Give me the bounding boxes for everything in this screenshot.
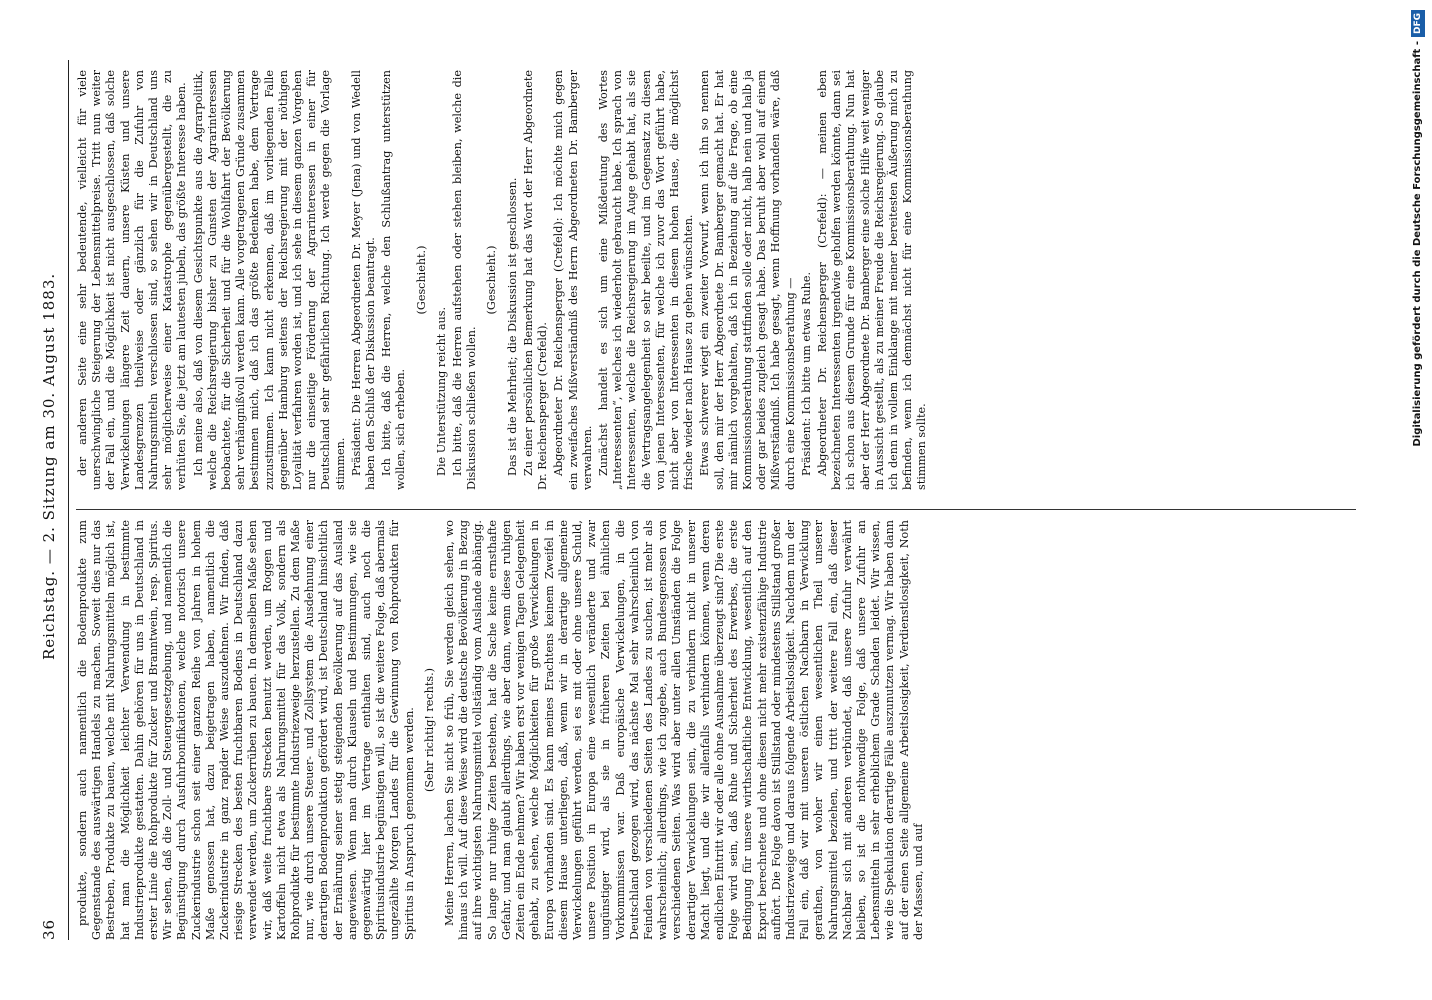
right-column <box>76 70 932 490</box>
paragraph: der anderen Seite eine sehr bedeutende, vielleicht für viele unerschwingliche Steigerung der Lebensmittelpreise. Tritt nun weiter der Fall ein, und die Möglichkeit ist nicht ausgeschlossen, daß solche Verwickelungen längere Zeit dauern, unsere Küsten und unsere Landesgrenzen theilweise oder gänzlich für die Zufuhr von Nahrungsmitteln verschlossen sind, so sehen wir in Deutschland uns sehr möglicherweise einer Katastrophe gegenübergestellt, die zu verhüten Sie, die jetzt am lautesten jubeln, das größte Interesse haben. <box>76 70 189 490</box>
president-statement: Präsident: Ich bitte um etwas Ruhe. <box>799 271 813 476</box>
speaker-statement: Etwas schwerer wiegt ein zweiter Vorwurf, wenn ich ihn so nennen soll, den mir der Herr Abgeordnete Dr. Bamberger gemacht hat. Er hat mir nämlich vorgehalten, daß ich in Beziehung auf die Frage, ob eine Kommissionsberathung stattfinden solle oder nicht, halb nein und halb ja oder gar beides zugleich gesagt habe. Das beruht aber wohl auf einem Mißverständniß. Ich habe gesagt, wenn Hoffnung vorhanden wäre, daß durch eine Kommissionsberathung — <box>698 70 797 490</box>
left-column <box>76 520 928 940</box>
header-rule <box>68 60 69 940</box>
speaker-statement: Abgeordneter Dr. Reichensperger (Crefeld): — meinen eben bezeichneten Interessenten irgendwie geholfen werden könnte, dann sei ich schon aus diesem Grunde für eine Kommissionsberathung. Nun hat aber der Herr Abgeordnete Dr. Bamberger eine solche Hilfe weit weniger in Aussicht gestellt, als zu meiner Freude die Reichsregierung. So glaube ich denn in vollem Einklange mit meiner bereitesten Äußerung mich zu befinden, wenn ich demnächst nicht für eine Kommissionsberathung stimmen sollte. <box>815 70 929 490</box>
dfg-logo: DFG <box>1411 10 1425 37</box>
credit-text: Digitalisierung gefördert durch die Deutsche Forschungsgemeinschaft - <box>1412 41 1423 447</box>
president-statement: Das ist die Mehrheit; die Diskussion ist geschlossen. <box>505 177 519 476</box>
paragraph: Meine Herren, lachen Sie nicht so früh, Sie werden gleich sehen, wo hinaus ich will. Auf diese Weise wird die deutsche Bevölkerung in Bezug auf ihre wichtigsten Nahrungsmittel vollständig vom Auslande abhängig. So lange nur ruhige Zeiten bestehen, hat die Sache keine ernsthafte Gefahr, und man glaubt allerdings, wie aber dann, wenn diese ruhigen Zeiten ein Ende nehmen? Wir haben erst vor wenigen Tagen Gelegenheit gehabt, zu sehen, welche Möglichkeiten für große Verwickelungen in Europa vorhanden sind. Es kann meines Erachtens keinem Zweifel in diesem Hause unterliegen, daß, wenn wir in derartige allgemeine Verwickelungen geführt werden, sei es mit oder ohne unsere Schuld, unsere Position in Europa eine wesentlich veränderte und zwar ungünstiger wird, als sie in früheren Zeiten bei ähnlichen Vorkommnissen war. Daß europäische Verwickelungen, in die Deutschland gezogen wird, das nächste Mal sehr wahrscheinlich von Feinden von verschiedenen Seiten des Landes zu suchen, ist mehr als wahrscheinlich; allerdings, wie ich zugebe, auch Bundesgenossen von verschiedenen Seiten. Was wird aber unter allen Umständen die Folge derartiger Verwickelungen sein, die zu verhindern nicht in unserer Macht liegt, und die wir allenfalls verhindern können, wenn deren endlichen Eintritt wir oder alle ohne Ausnahme überzeugt sind? Die erste Folge wird sein, daß Ruhe und Sicherheit des Erwerbes, die erste Bedingung für unsere wirthschaftliche Entwicklung, wesentlich auf den Export berechnete und ohne diesen nicht mehr existenzfähige Industrie aufhört. Die Folge davon ist Stillstand oder mindestens Stillstand großer Industriezweige und daraus folgende Arbeitslosigkeit. Nachdem nun der Fall ein, daß wir mit unseren östlichen Nachbarn in Verwicklung gerathen, von woher wir einen wesentlichen Theil unserer Nahrungsmittel beziehen, und tritt der weitere Fall ein, daß dieser Nachbar sich mit anderen verbündet, daß unsere Zufuhr verwährt bleiben, so ist die nothwendige Folge, daß unsere Zufuhr an Lebensmitteln in sehr erheblichem Grade Schaden leidet. Wir wissen, wie die Spekulation derartige Fälle auszunutzen vermag. Wir haben dann auf der einen Seite allgemeine Arbeitslosigkeit, Verdienstlosigkeit, Noth der Massen, und auf <box>443 520 925 940</box>
president-statement: Präsident: Die Herren Abgeordneten Dr. Meyer (Jena) und von Wedell haben den Schluß der Diskussion beantragt. <box>349 70 378 490</box>
credit-line <box>1408 0 1428 1000</box>
president-statement: Zu einer persönlichen Bemerkung hat das Wort der Herr Abgeordnete Dr. Reichensperger (Crefeld). <box>521 70 550 490</box>
paragraph: produkte, sondern auch namentlich die Bodenprodukte zum Gegenstande des auswärtigen Handels zu machen. Soweit dies nur das Bestreben, Produkte zu bauen, welche mit Nahrungsmitteln möglich ist, hat man die Möglichkeit leichter Verwendung in bestimmte Industrieprodukte gestatten. Dahin gehören für uns in Deutschland in erster Linie die Rohprodukte für Zucker und Branntwein, resp. Spiritus. Wir sehen, daß die Zoll- und Steuergesetzgebung, und namentlich die Begünstigung durch Ausfuhrbonifikationen, welche notorisch unsere Zuckerindustrie schon seit einer ganzen Reihe von Jahren in hohem Maße genossen hat, dazu beigetragen haben, namentlich die Zuckerindustrie in ganz rapider Weise auszudehnen. Wir finden, daß riesige Strecken des besten fruchtbaren Bodens in Deutschland dazu verwendet werden, um Zuckerrüben zu bauen. In demselben Maße sehen wir, daß weite fruchtbare Strecken benutzt werden, um Roggen und Kartoffeln nicht etwa als Nahrungsmittel für das Volk, sondern als Rohprodukte für bestimmte Industriezweige herzustellen. Zu dem Maße nur, wie durch unsere Steuer- und Zollsystem die Ausdehnung einer derartigen Bodenproduktion gefördert wird, ist Deutschland hinsichtlich der Ernährung seiner stetig steigenden Bevölkerung auf das Ausland angewiesen. Wenn man durch Klauseln und Bestimmungen, wie sie gegenwärtig hier im Vertrage enthalten sind, auch noch die Spiritusindustrie begünstigen will, so ist die weitere Folge, daß abermals ungezählte Morgen Landes für die Gewinnung von Rohprodukten für Spiritus in Anspruch genommen werden. <box>76 520 416 940</box>
interjection: (Geschieht.) <box>485 245 499 315</box>
page-header <box>40 60 64 940</box>
speaker-statement: Abgeordneter Dr. Reichensperger (Crefeld): Ich möchte mich gegen ein zweifaches Mißverständniß des Herrn Abgeordneten Dr. Bamberger verwahren. <box>552 70 594 490</box>
interjection: (Sehr richtig! rechts.) <box>422 667 436 793</box>
president-statement: Ich bitte, daß die Herren aufstehen oder stehen bleiben, welche die Diskussion schließen wollen. <box>451 70 479 490</box>
president-statement: Ich bitte, daß die Herren, welche den Schlußantrag unterstützen wollen, sich erheben. <box>380 70 408 490</box>
speaker-statement: Zunächst handelt es sich um eine Mißdeutung des Wortes „Interessenten“, welches ich wiederholt gebraucht habe. Ich sprach von Interessenten, welche die Reichsregierung im Auge gehabt hat, als sie die Vertragsangelegenheit so sehr beeilte, und im Gegensatz zu diesen von jenen Interessenten, für welche ich zuvor das Wort geführt habe, nicht aber von Interessenten in diesem hohen Hause, die möglichst frische wieder nach Hause zu gehen wünschten. <box>596 70 696 490</box>
digitization-credit <box>1404 0 1432 1000</box>
paragraph: Ich meine also, daß von diesem Gesichtspunkte aus die Agrarpolitik, welche die Reichsregierung bisher zu Gunsten der Agrarinteressen beobachtete, für die Sicherheit und für die Wohlfahrt der Bevölkerung sehr verhängnißvoll werden kann. Alle vorgetragenen Gründe zusammen bestimmen mich, daß ich das größte Bedenken habe, dem Vertrage zuzustimmen. Ich kann nicht erkennen, daß im vorliegenden Falle gegenüber Hamburg seitens der Reichsregierung mit der nöthigen Loyalität verfahren worden ist, und ich sehe in diesem ganzen Vorgehen nur die einseitige Förderung der Agrarinteressen in einer für Deutschland sehr gefährlichen Richtung. Ich werde gegen die Vorlage stimmen. <box>191 70 347 490</box>
president-statement: Die Unterstützung reicht aus. <box>434 306 448 476</box>
page-number: 36 <box>40 918 58 940</box>
running-title: Reichstag. — 2. Sitzung am 30. August 1883. <box>40 272 58 660</box>
column-divider <box>76 509 1356 510</box>
interjection: (Geschieht.) <box>414 245 428 315</box>
